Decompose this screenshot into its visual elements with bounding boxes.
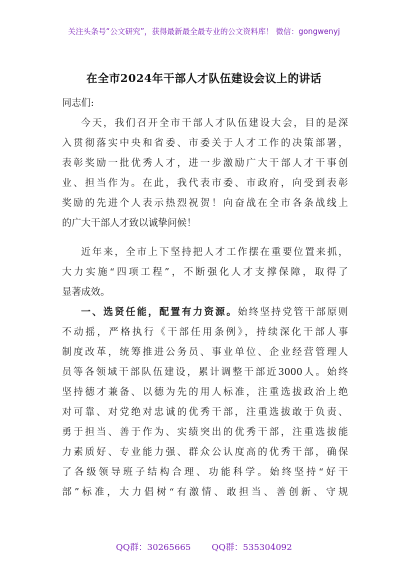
paragraph-line: 勇于担当、善于作为、实绩突出的优秀干部，注重选拔能 (62, 427, 348, 438)
footer-bar (0, 541, 408, 553)
footer-qq-group-2: QQ群：535304092 (211, 543, 293, 553)
document-body (62, 94, 348, 503)
paragraph-line: 对可靠、对党绝对忠诚的优秀干部，注重选拔敢于负责、 (62, 407, 348, 418)
paragraph-line: 不动摇，严格执行《干部任用条例》，持续深化干部人事 (62, 327, 348, 338)
header-banner: 关注头条号“公文研究”，获得最新最全最专业的公文资料库！ 微信：gongwenyj (68, 27, 340, 36)
paragraph-line: 大力实施“四项工程”，不断强化人才支撑保障，取得了 (62, 267, 348, 278)
paragraph-line: 表彰奖励一批优秀人才，进一步激励广大干部人才干事创 (62, 158, 348, 169)
paragraph-line: 业、担当作为。在此，我代表市委、市政府，向受到表彰 (62, 178, 348, 189)
document-title: 在全市2024年干部人才队伍建设会议上的讲话 (86, 72, 322, 85)
paragraph-line: 奖励的先进个人表示热烈祝贺！向奋战在全市各条战线上 (62, 198, 348, 209)
paragraph-gap (62, 234, 348, 243)
paragraph-line: 入贯彻落实中央和省委、市委关于人才工作的决策部署， (62, 138, 348, 149)
section-heading: 一、选贤任能，配置有力资源。 (81, 307, 238, 318)
section-first-text: 始终坚持党管干部原则 (237, 307, 348, 318)
paragraph-line: 近年来，全市上下坚持把人才工作摆在重要位置来抓， (81, 247, 348, 258)
paragraph-line: 力素质好、专业能力强、群众公认度高的优秀干部，确保 (62, 447, 348, 458)
paragraph-line: 了各级领导班子结构合理、功能科学。始终坚持“好干 (62, 467, 348, 478)
greeting: 同志们: (62, 98, 95, 109)
paragraph-line: 员等各领域干部队伍建设，累计调整干部近3000人。始终 (62, 367, 348, 378)
paragraph-line: 显著成效。 (62, 287, 110, 298)
paragraph-line: 坚持德才兼备、以德为先的用人标准，注重选拔政治上绝 (62, 387, 348, 398)
paragraph-line: 今天，我们召开全市干部人才队伍建设大会，目的是深 (81, 118, 348, 129)
paragraph-line: 的广大干部人才致以诚挚问候！ (62, 218, 197, 229)
section-heading-line (62, 303, 348, 323)
paragraph-line: 部”标准，大力倡树“有激情、敢担当、善创新、守规 (62, 487, 348, 498)
paragraph-line: 制度改革，统筹推进公务员、事业单位、企业经营管理人 (62, 347, 348, 358)
footer-qq-group-1: QQ群：30265665 (115, 543, 191, 553)
